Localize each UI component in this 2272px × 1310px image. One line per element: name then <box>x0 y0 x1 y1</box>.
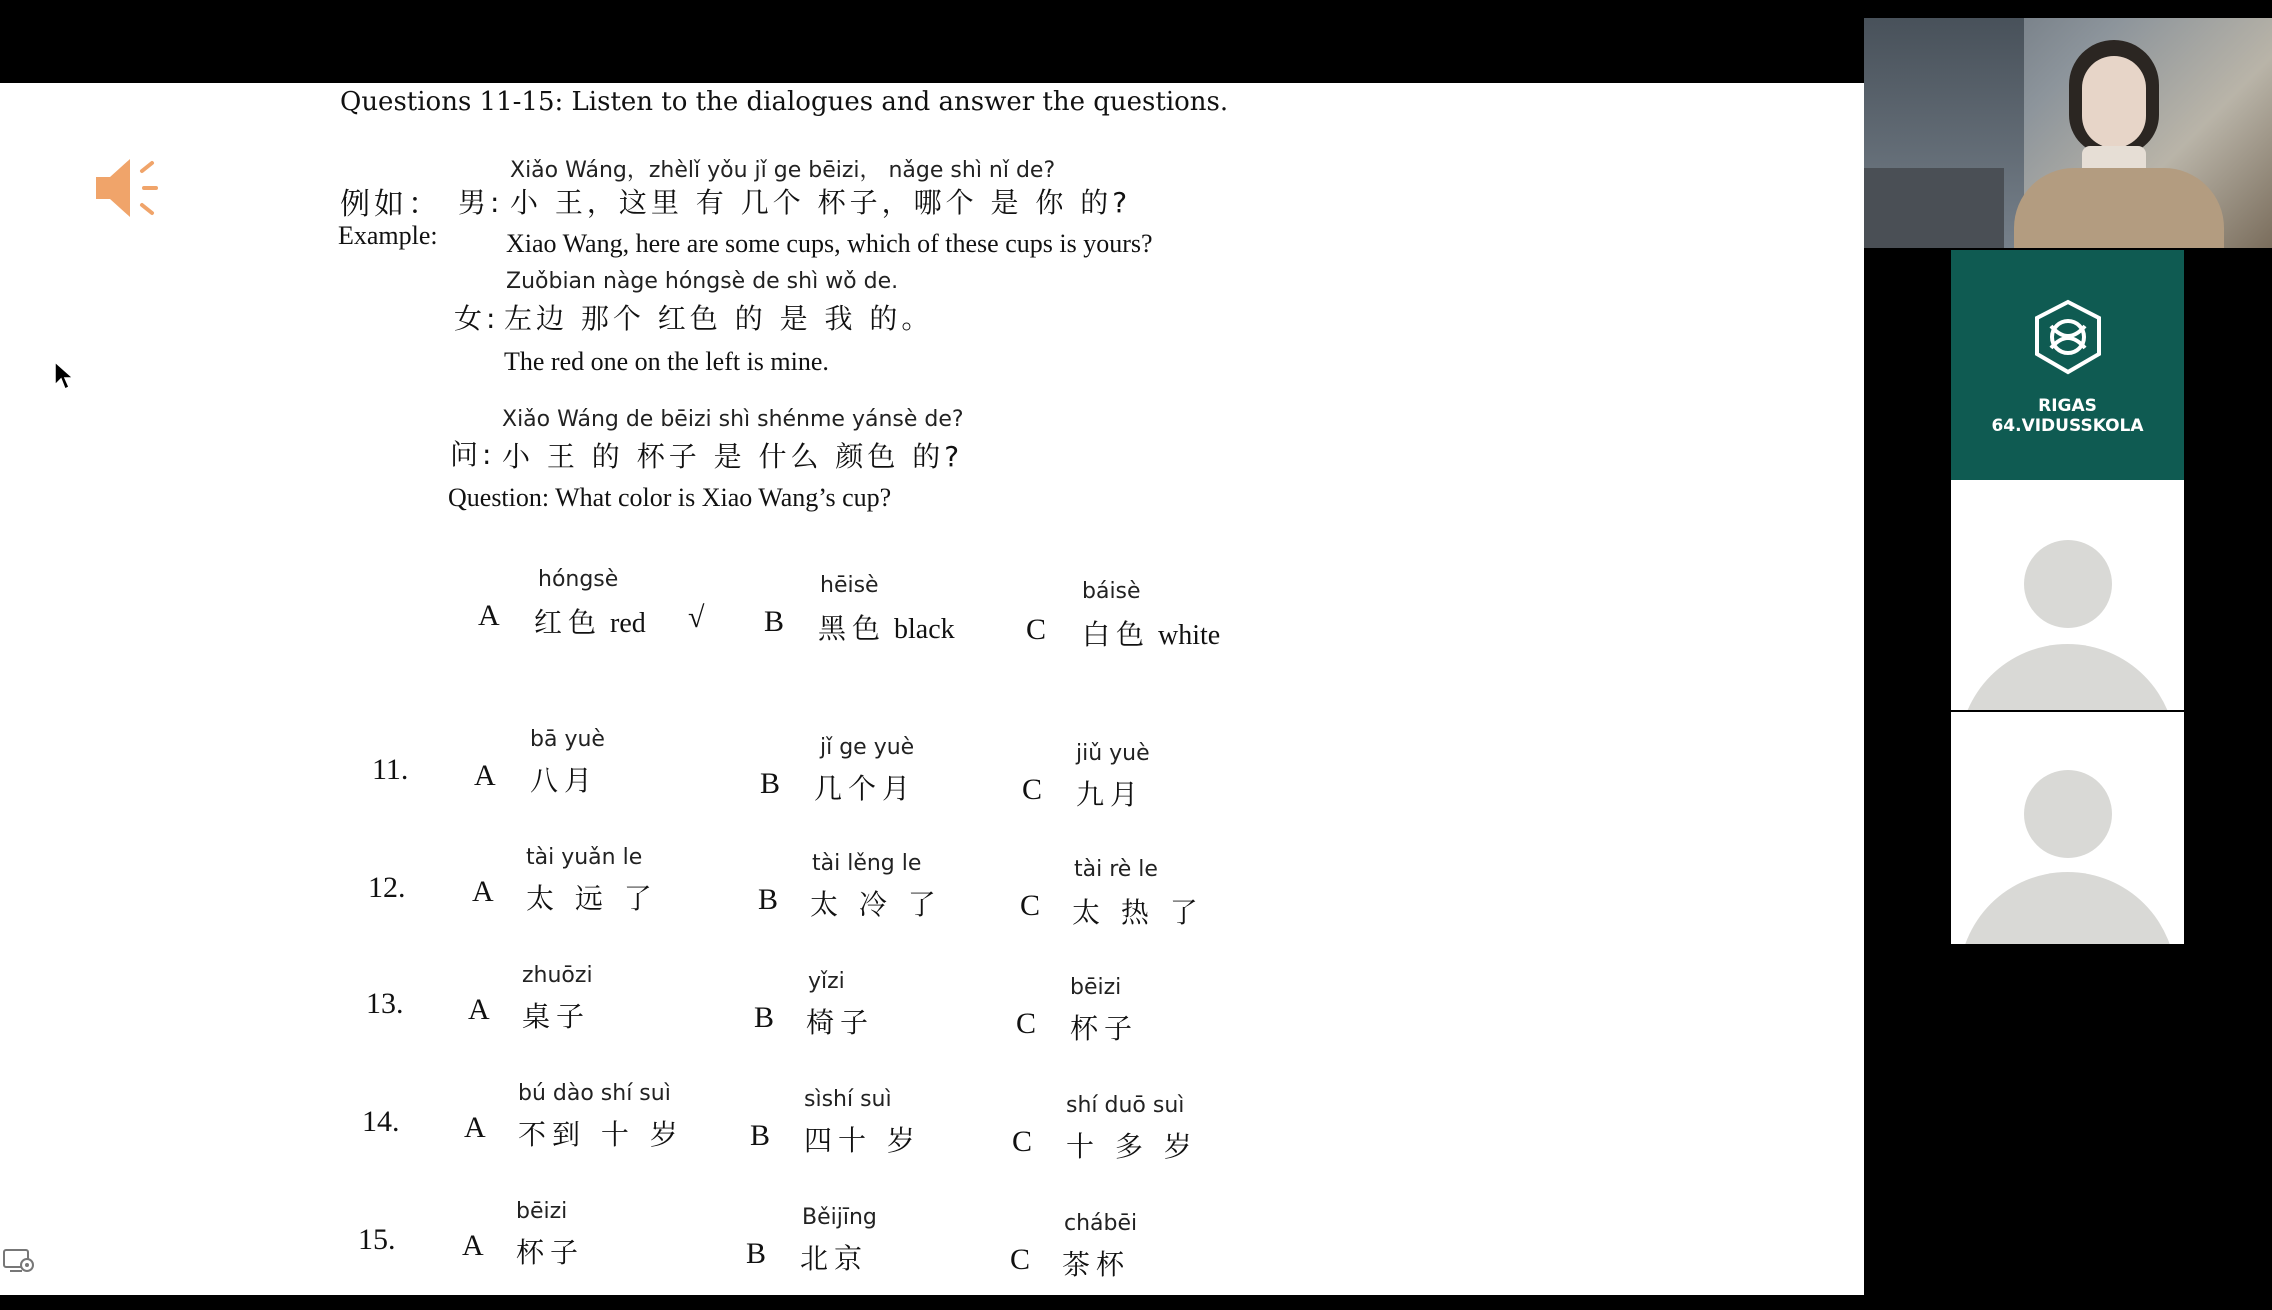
check-mark: √ <box>688 601 705 634</box>
q13-b-chinese: 椅子 <box>806 1006 875 1039</box>
q14-a-chinese: 不到 十 岁 <box>518 1118 684 1151</box>
example-option-a: 红色 red <box>534 606 646 639</box>
man-english: Xiao Wang, here are some cups, which of these cups is yours? <box>506 229 1153 258</box>
avatar-icon <box>1951 712 2184 944</box>
q14-c-letter: C <box>1012 1125 1033 1158</box>
question-speaker: 问: <box>450 438 496 471</box>
q14-a-letter: A <box>464 1111 486 1144</box>
shared-slide <box>0 83 1864 1295</box>
q12-a-chinese: 太 远 了 <box>526 882 658 915</box>
participants-panel <box>1864 0 2272 1310</box>
slide-title: Questions 11-15: Listen to the dialogues and answer the questions. <box>340 87 1229 117</box>
example-option-c-letter: C <box>1026 613 1047 646</box>
q13-c-chinese: 杯子 <box>1070 1012 1139 1045</box>
woman-pinyin: Zuǒbian nàge hóngsè de shì wǒ de. <box>506 269 899 294</box>
q12-c-letter: C <box>1020 889 1041 922</box>
school-logo-icon <box>2029 298 2107 380</box>
q11-a-letter: A <box>474 759 496 792</box>
q11-b-chinese: 几个月 <box>814 772 917 805</box>
example-option-a-pinyin: hóngsè <box>538 567 619 592</box>
screen-share-icon[interactable] <box>2 1247 36 1279</box>
q13-c-letter: C <box>1016 1007 1037 1040</box>
avatar-icon <box>1951 480 2184 710</box>
q14-b-letter: B <box>750 1119 771 1152</box>
example-option-b: 黑色 black <box>818 612 955 645</box>
q11-c-letter: C <box>1022 773 1043 806</box>
q14-c-pinyin: shí duō suì <box>1066 1093 1185 1118</box>
participant-tile-school[interactable] <box>1951 250 2184 480</box>
q15-c-pinyin: chábēi <box>1064 1211 1138 1236</box>
q11-c-chinese: 九月 <box>1076 778 1145 811</box>
q13-a-chinese: 桌子 <box>522 1000 591 1033</box>
question-13-number: 13. <box>366 987 404 1020</box>
q13-b-pinyin: yǐzi <box>808 969 845 994</box>
question-15-number: 15. <box>358 1223 396 1256</box>
q11-b-letter: B <box>760 767 781 800</box>
q12-a-pinyin: tài yuǎn le <box>526 845 643 870</box>
question-14-number: 14. <box>362 1105 400 1138</box>
example-option-c: 白色 white <box>1082 618 1221 651</box>
brand-line-2: 64.VIDUSSKOLA <box>1991 416 2144 436</box>
example-option-c-pinyin: báisè <box>1082 579 1141 604</box>
q15-c-letter: C <box>1010 1243 1031 1276</box>
q13-a-letter: A <box>468 993 490 1026</box>
question-11-number: 11. <box>372 753 409 786</box>
woman-speaker: 女: <box>454 302 500 335</box>
q11-b-pinyin: jǐ ge yuè <box>820 735 915 760</box>
example-label-cn: 例如： <box>340 187 442 222</box>
man-pinyin: Xiǎo Wáng，zhèlǐ yǒu jǐ ge bēizi， nǎge shì nǐ de? <box>510 158 1056 183</box>
q15-b-chinese: 北京 <box>800 1242 869 1275</box>
q15-b-pinyin: Běijīng <box>802 1205 877 1230</box>
example-label-en: Example: <box>338 221 438 250</box>
man-chinese: 小 王，这里 有 几个 杯子，哪个 是 你 的? <box>510 186 1132 219</box>
q12-a-letter: A <box>472 875 494 908</box>
speaker-icon[interactable] <box>92 153 162 223</box>
q12-c-chinese: 太 热 了 <box>1072 896 1204 929</box>
q12-b-chinese: 太 冷 了 <box>810 888 942 921</box>
woman-chinese: 左边 那个 红色 的 是 我 的。 <box>504 302 934 335</box>
q14-b-chinese: 四十 岁 <box>804 1124 921 1157</box>
q12-c-pinyin: tài rè le <box>1074 857 1158 882</box>
q14-c-chinese: 十 多 岁 <box>1066 1130 1198 1163</box>
participant-tile-1[interactable] <box>1951 480 2184 710</box>
example-option-b-letter: B <box>764 605 785 638</box>
question-pinyin: Xiǎo Wáng de bēizi shì shénme yánsè de? <box>502 407 964 432</box>
q15-a-pinyin: bēizi <box>516 1199 568 1224</box>
q12-b-letter: B <box>758 883 779 916</box>
q11-a-pinyin: bā yuè <box>530 727 605 752</box>
mouse-cursor-icon <box>54 361 74 395</box>
brand-line-1: RIGAS <box>2038 396 2097 416</box>
question-english: Question: What color is Xiao Wang’s cup? <box>448 483 892 512</box>
q14-b-pinyin: sìshí suì <box>804 1087 892 1112</box>
woman-english: The red one on the left is mine. <box>504 347 829 376</box>
example-option-b-pinyin: hēisè <box>820 573 879 598</box>
question-chinese: 小 王 的 杯子 是 什么 颜色 的? <box>502 440 964 473</box>
example-option-a-letter: A <box>478 599 500 632</box>
q15-c-chinese: 茶杯 <box>1062 1248 1131 1281</box>
q11-c-pinyin: jiǔ yuè <box>1076 741 1150 766</box>
participant-video[interactable] <box>1864 18 2272 248</box>
participant-tile-2[interactable] <box>1951 712 2184 944</box>
q13-c-pinyin: bēizi <box>1070 975 1122 1000</box>
man-speaker: 男: <box>458 186 504 219</box>
q15-b-letter: B <box>746 1237 767 1270</box>
q15-a-letter: A <box>462 1229 484 1262</box>
question-12-number: 12. <box>368 871 406 904</box>
q15-a-chinese: 杯子 <box>516 1236 585 1269</box>
q12-b-pinyin: tài lěng le <box>812 851 922 876</box>
q11-a-chinese: 八月 <box>530 764 599 797</box>
q14-a-pinyin: bú dào shí suì <box>518 1081 671 1106</box>
q13-a-pinyin: zhuōzi <box>522 963 593 988</box>
q13-b-letter: B <box>754 1001 775 1034</box>
